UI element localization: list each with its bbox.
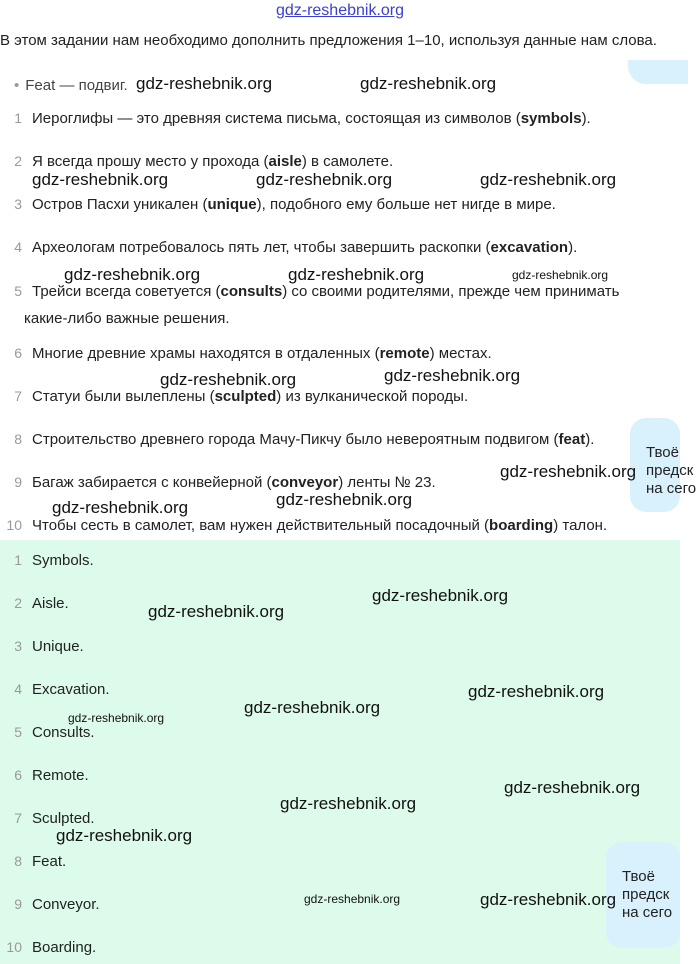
sentence-text: ).	[568, 239, 578, 256]
sentence-keyword: boarding	[489, 517, 554, 534]
answer-number: 7	[14, 810, 22, 826]
answer-row	[0, 764, 89, 787]
task-intro: В этом задании нам необходимо дополнить предложения 1–10, используя данные нам слова.	[0, 32, 657, 49]
answer-text: Excavation.	[32, 681, 110, 698]
answer-text: Unique.	[32, 638, 84, 655]
answer-row	[0, 549, 94, 572]
sentence-text: Чтобы сесть в самолет, вам нужен действительный посадочный (	[32, 517, 490, 534]
sentence-row	[0, 428, 680, 451]
answer-number: 1	[14, 552, 22, 568]
sentence-number: 2	[14, 153, 22, 169]
sentence-number: 9	[14, 474, 22, 490]
sentence-keyword: unique	[207, 196, 257, 213]
watermark: gdz-reshebnik.org	[468, 682, 605, 701]
watermark: gdz-reshebnik.org	[304, 892, 401, 906]
answer-text: Symbols.	[32, 552, 94, 569]
sentence-text: Многие древние храмы находятся в отдаленных (	[32, 345, 380, 362]
sentence-keyword: remote	[379, 345, 430, 362]
sentence-keyword: aisle	[268, 153, 302, 170]
sentence-keyword: sculpted	[214, 388, 277, 405]
sentence-text: Строительство древнего города Мачу-Пикчу было невероятным подвигом (	[32, 431, 559, 448]
answer-number: 8	[14, 853, 22, 869]
watermark: gdz-reshebnik.org	[244, 698, 381, 717]
watermark: gdz-reshebnik.org	[136, 74, 273, 93]
sentence-number: 10	[6, 517, 22, 533]
sentence-keyword: consults	[220, 283, 283, 300]
watermark: gdz-reshebnik.org	[360, 74, 497, 93]
answer-text: Consults.	[32, 724, 95, 741]
chat-bubble-line: предск	[622, 886, 670, 903]
answer-text: Aisle.	[32, 595, 69, 612]
chat-bubble[interactable]	[606, 842, 680, 948]
sentence-keyword: conveyor	[271, 474, 339, 491]
sentence-text: ) местах.	[429, 345, 492, 362]
sentence-number: 8	[14, 431, 22, 447]
watermark: gdz-reshebnik.org	[480, 170, 617, 189]
sentence-row	[0, 107, 680, 130]
sentence-row	[0, 236, 680, 259]
sentence-text: Археологам потребовалось пять лет, чтобы завершить раскопки (	[32, 239, 491, 256]
answer-number: 9	[14, 896, 22, 912]
sentence-row	[0, 193, 680, 216]
watermark: gdz-reshebnik.org	[52, 498, 189, 517]
chat-bubble-line: предск	[646, 462, 694, 479]
chat-bubble-line: на сего	[646, 480, 696, 497]
sentence-number: 1	[14, 110, 22, 126]
answer-number: 5	[14, 724, 22, 740]
chat-bubble-line: Твоё	[622, 868, 655, 885]
sentence-text: ), подобного ему больше нет нигде в мире.	[256, 196, 556, 213]
watermark: gdz-reshebnik.org	[480, 890, 617, 909]
answer-row	[0, 592, 69, 615]
watermark: gdz-reshebnik.org	[384, 366, 521, 385]
watermark: gdz-reshebnik.org	[372, 586, 509, 605]
watermark: gdz-reshebnik.org	[64, 265, 201, 284]
answer-row	[0, 850, 66, 873]
answer-number: 2	[14, 595, 22, 611]
site-header-link[interactable]: gdz-reshebnik.org	[275, 2, 405, 19]
chat-bubble-line: на сего	[622, 904, 673, 921]
sentence-text: Статуи были вылеплены (	[32, 388, 215, 405]
watermark: gdz-reshebnik.org	[500, 462, 637, 481]
watermark: gdz-reshebnik.org	[276, 490, 413, 509]
watermark: gdz-reshebnik.org	[68, 711, 165, 725]
vocab-bullet-text: Feat — подвиг.	[25, 77, 128, 94]
sentence-number: 5	[14, 283, 22, 299]
sentence-text: ).	[585, 431, 595, 448]
watermark: gdz-reshebnik.org	[32, 170, 169, 189]
answer-text: Remote.	[32, 767, 89, 784]
answer-number: 3	[14, 638, 22, 654]
watermark: gdz-reshebnik.org	[256, 170, 393, 189]
sentence-text: ) в самолете.	[301, 153, 394, 170]
watermark: gdz-reshebnik.org	[288, 265, 425, 284]
sentence-text: Я всегда прошу место у прохода (	[32, 153, 269, 170]
watermark: gdz-reshebnik.org	[148, 602, 285, 621]
sentence-text: Багаж забирается с конвейерной (	[32, 474, 272, 491]
answer-row	[0, 936, 96, 959]
sentence-keyword: symbols	[520, 110, 582, 127]
sentence-text: ) ленты № 23.	[338, 474, 436, 491]
sentence-keyword: excavation	[490, 239, 569, 256]
sentence-text: Остров Пасхи уникален (	[32, 196, 208, 213]
answer-text: Conveyor.	[32, 896, 100, 913]
watermark: gdz-reshebnik.org	[504, 778, 641, 797]
answer-number: 4	[14, 681, 22, 697]
watermark: gdz-reshebnik.org	[512, 268, 609, 282]
sentence-row	[0, 385, 680, 408]
sentence-number: 4	[14, 239, 22, 255]
vocab-bullet	[14, 77, 128, 94]
sentence-row	[0, 342, 680, 365]
sentence-text: ) из вулканической породы.	[276, 388, 469, 405]
bullet-dot-icon: •	[14, 77, 20, 94]
answer-row	[0, 678, 110, 701]
sentence-text: ) талон.	[553, 517, 608, 534]
sentence-number: 7	[14, 388, 22, 404]
sentence-number: 3	[14, 196, 22, 212]
answer-text: Feat.	[32, 853, 67, 870]
watermark: gdz-reshebnik.org	[280, 794, 417, 813]
watermark: gdz-reshebnik.org	[160, 370, 297, 389]
chat-bubble-line: Твоё	[646, 444, 679, 461]
chat-bubble[interactable]	[630, 418, 696, 512]
sentence-text: Иероглифы — это древняя система письма, состоящая из символов (	[32, 110, 521, 127]
sentence-number: 6	[14, 345, 22, 361]
sentence-text: ).	[581, 110, 591, 127]
answer-number: 10	[6, 939, 22, 955]
answer-row	[0, 893, 100, 916]
answer-text: Boarding.	[32, 939, 97, 956]
answer-number: 6	[14, 767, 22, 783]
chat-bubble-top[interactable]	[628, 60, 688, 84]
answer-row	[0, 635, 84, 658]
answer-text: Sculpted.	[32, 810, 95, 827]
sentence-text: Трейси всегда советуется (	[32, 283, 221, 300]
sentence-keyword: feat	[558, 431, 586, 448]
sentence-continuation: какие-либо важные решения.	[24, 310, 230, 327]
watermark: gdz-reshebnik.org	[56, 826, 193, 845]
sentence-text: ) со своими родителями, прежде чем принимать	[282, 283, 620, 300]
